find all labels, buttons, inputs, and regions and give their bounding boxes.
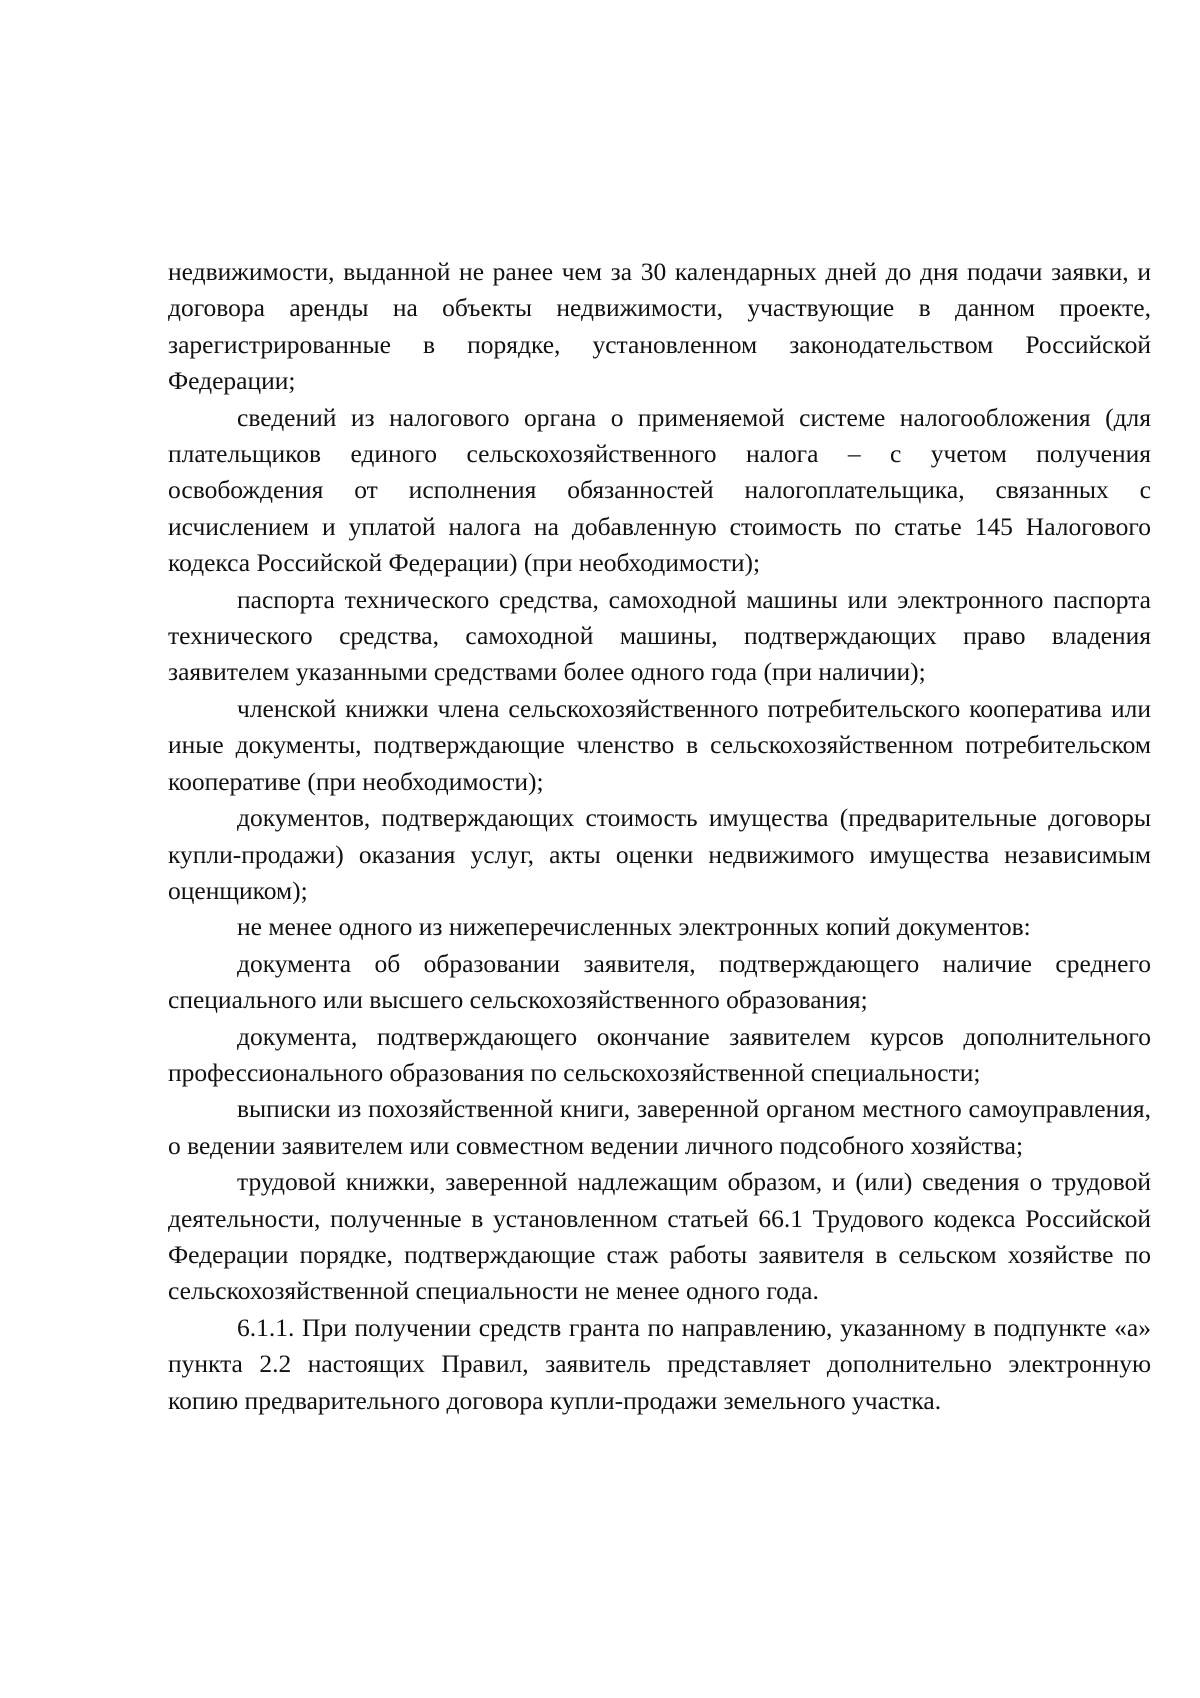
paragraph-household-book: выписки из похозяйственной книги, заверенной органом местного самоуправления, о ведении заявителем или совместном ведении личного подсобного хозяйства;: [168, 1094, 1151, 1160]
paragraph-tax-info: сведений из налогового органа о применяемой системе налогообложения (для плательщиков единого сельскохозяйственного налога – с учетом получения освобождения от исполнения обязанностей налогоплательщика, связанных с исчислением и уплатой налога на добавленную стоимость по статье 145 Налогового кодекса Российской Федерации) (при необходимости);: [168, 402, 1151, 578]
paragraph-education-document: документа об образовании заявителя, подтверждающего наличие среднего специального или высшего сельскохозяйственного образования;: [168, 948, 1151, 1015]
paragraph-real-estate-continuation: недвижимости, выданной не ранее чем за 30 календарных дней до дня подачи заявки, и договора аренды на объекты недвижимости, участвующие в данном проекте, зарегистрированные в порядке, установленном законодательством Российской Федерации;: [168, 257, 1151, 396]
paragraph-work-record: трудовой книжки, заверенной надлежащим образом, и (или) сведения о трудовой деятельности, полученные в установленном статьей 66.1 Трудового кодекса Российской Федерации порядке, подтверждающие стаж работы заявителя в сельском хозяйстве по сельскохозяйственной специальности не менее одного года.: [168, 1167, 1151, 1306]
paragraph-property-cost: документов, подтверждающих стоимость имущества (предварительные договоры купли-продажи) оказания услуг, акты оценки недвижимого имущества независимым оценщиком);: [168, 803, 1151, 905]
paragraph-clause-6-1-1: 6.1.1. При получении средств гранта по направлению, указанному в подпункте «а» пункта 2.2 настоящих Правил, заявитель представляет дополнительно электронную копию предварительного договора купли-продажи земельного участка.: [168, 1312, 1151, 1415]
paragraph-at-least-one: не менее одного из нижеперечисленных электронных копий документов:: [237, 912, 1031, 942]
paragraph-cooperative-membership: членской книжки члена сельскохозяйственного потребительского кооператива или иные документы, подтверждающие членство в сельскохозяйственном потребительском кооперативе (при необходимости);: [168, 693, 1151, 796]
document-page: [168, 254, 1151, 1419]
paragraph-vehicle-passport: паспорта технического средства, самоходной машины или электронного паспорта технического средства, самоходной машины, подтверждающих право владения заявителем указанными средствами более одного года (при наличии);: [168, 584, 1151, 687]
paragraph-courses-document: документа, подтверждающего окончание заявителем курсов дополнительного профессионального образования по сельскохозяйственной специальности;: [168, 1021, 1151, 1087]
